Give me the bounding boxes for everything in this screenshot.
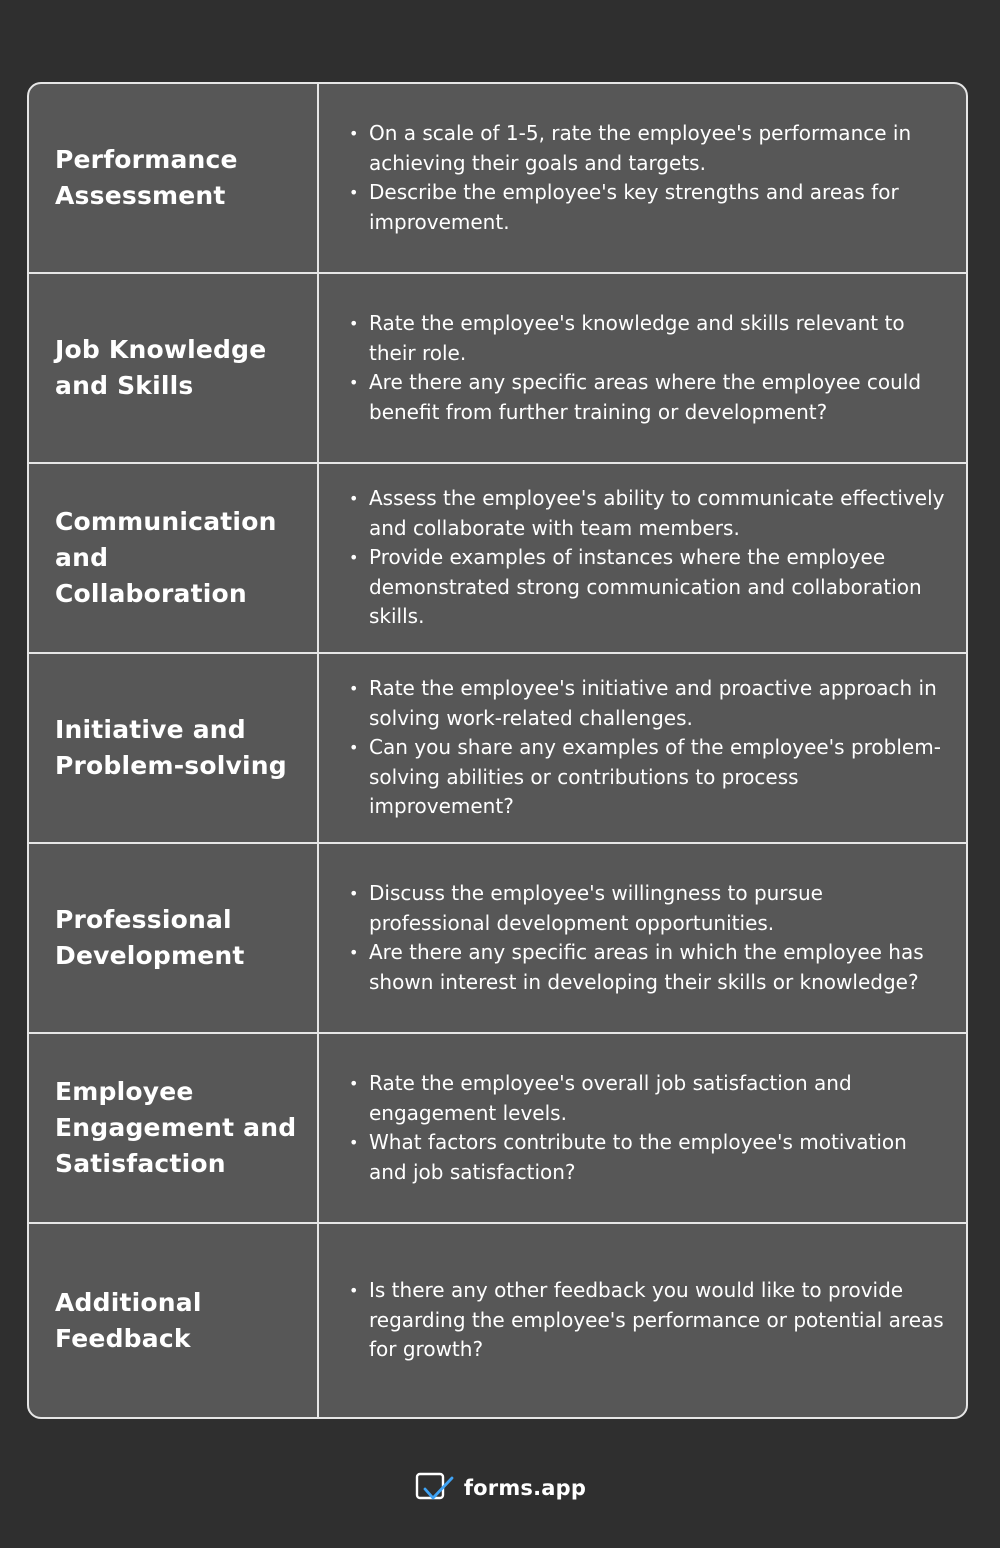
question-item: • Can you share any examples of the employee's problem-solving abilities or contributions to process improvement? [349, 733, 948, 822]
description-cell [319, 274, 966, 462]
description-cell [319, 1034, 966, 1222]
category-cell [29, 844, 319, 1032]
table-row [29, 1034, 966, 1224]
table-row [29, 274, 966, 464]
question-item: • Rate the employee's knowledge and skills relevant to their role. [349, 309, 948, 368]
question-item: • Rate the employee's initiative and proactive approach in solving work-related challenges. [349, 674, 948, 733]
category-label: Professional Development [55, 905, 245, 970]
category-label: Additional Feedback [55, 1287, 202, 1353]
table-row [29, 844, 966, 1034]
category-cell [29, 84, 319, 272]
question-list [349, 119, 948, 237]
category-label: Performance Assessment [55, 145, 238, 210]
question-item: • Assess the employee's ability to communicate effectively and collaborate with team members. [349, 484, 948, 543]
question-list [349, 1069, 948, 1187]
category-cell [29, 1224, 319, 1417]
forms-app-logo-icon [414, 1470, 456, 1506]
question-list [349, 674, 948, 822]
question-list [349, 1276, 948, 1365]
question-item: • Rate the employee's overall job satisfaction and engagement levels. [349, 1069, 948, 1128]
question-item: • What factors contribute to the employee's motivation and job satisfaction? [349, 1128, 948, 1187]
description-cell [319, 1224, 966, 1417]
question-list [349, 309, 948, 427]
category-cell [29, 654, 319, 842]
table-row [29, 1224, 966, 1417]
description-cell [319, 84, 966, 272]
footer-brand [0, 1470, 1000, 1506]
question-list [349, 484, 948, 632]
question-item: • Provide examples of instances where the employee demonstrated strong communication and collaboration skills. [349, 543, 948, 632]
brand-name: forms.app [463, 1476, 587, 1500]
category-cell [29, 274, 319, 462]
table-row [29, 84, 966, 274]
table-row [29, 654, 966, 844]
description-cell [319, 654, 966, 842]
category-cell [29, 464, 319, 652]
question-list [349, 879, 948, 997]
question-item: • Discuss the employee's willingness to pursue professional development opportunities. [349, 879, 948, 938]
question-item: • On a scale of 1-5, rate the employee's performance in achieving their goals and targets. [349, 119, 948, 178]
category-label: Initiative and Problem-solving [55, 715, 287, 780]
question-item: • Are there any specific areas in which the employee has shown interest in developing their skills or knowledge? [349, 938, 948, 997]
question-item: • Describe the employee's key strengths and areas for improvement. [349, 178, 948, 237]
evaluation-table [27, 82, 968, 1419]
category-label: Employee Engagement and Satisfaction [55, 1077, 297, 1178]
question-item: • Is there any other feedback you would like to provide regarding the employee's performance or potential areas for growth? [349, 1276, 948, 1365]
category-label: Communication and Collaboration [55, 507, 277, 608]
description-cell [319, 844, 966, 1032]
table-row [29, 464, 966, 654]
category-label: Job Knowledge and Skills [55, 335, 267, 400]
question-item: • Are there any specific areas where the employee could benefit from further training or development? [349, 368, 948, 427]
description-cell [319, 464, 966, 652]
category-cell [29, 1034, 319, 1222]
